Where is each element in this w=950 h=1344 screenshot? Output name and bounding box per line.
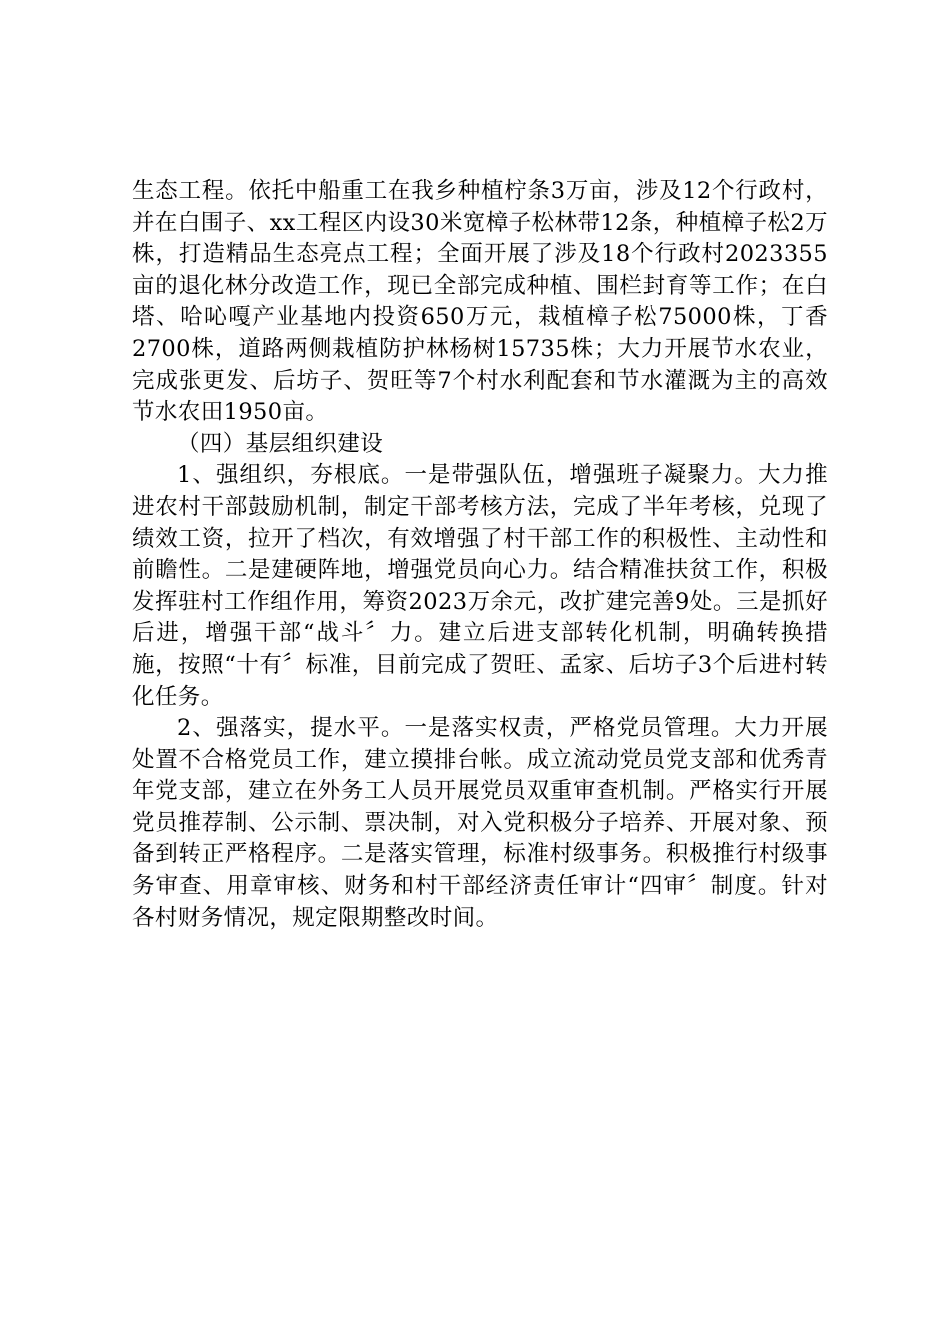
section-heading-grassroots: （四）基层组织建设	[177, 430, 384, 457]
paragraph-strengthen-organization: 1、强组织，夯根底。一是带强队伍，增强班子凝聚力。大力推进农村干部鼓励机制，制定干部考核方法，完成了半年考核，兑现了绩效工资，拉开了档次，有效增强了村干部工作的积极性、主动性和前瞻性。二是建硬阵地，增强党员向心力。结合精准扶贫工作，积极发挥驻村工作组作用，筹资2023万余元，改扩建完善9处。三是抓好后进，增强干部“战斗〞力。建立后进支部转化机制，明确转换措施，按照“十有〞标准，目前完成了贺旺、孟家、后坊子3个后进村转化任务。	[132, 462, 828, 710]
document-body	[132, 176, 828, 934]
paragraph-ecology: 生态工程。依托中船重工在我乡种植柠条3万亩，涉及12个行政村，并在白围子、xx工程区内设30米宽樟子松林带12条，种植樟子松2万株，打造精品生态亮点工程；全面开展了涉及18个行政村2023355亩的退化林分改造工作，现已全部完成种植、围栏封育等工作；在白塔、哈吣嘎产业基地内投资650万元，栽植樟子松75000株，丁香2700株，道路两侧栽植防护林杨树15735株；大力开展节水农业，完成张更发、后坊子、贺旺等7个村水利配套和节水灌溉为主的高效节水农田1950亩。	[132, 178, 828, 426]
paragraph-strengthen-implementation: 2、强落实，提水平。一是落实权责，严格党员管理。大力开展处置不合格党员工作，建立摸排台帐。成立流动党员党支部和优秀青年党支部，建立在外务工人员开展党员双重审查机制。严格实行开展党员推荐制、公示制、票决制，对入党积极分子培养、开展对象、预备到转正严格程序。二是落实管理，标准村级事务。积极推行村级事务审查、用章审核、财务和村干部经济责任审计“四审〞制度。针对各村财务情况，规定限期整改时间。	[132, 715, 828, 931]
